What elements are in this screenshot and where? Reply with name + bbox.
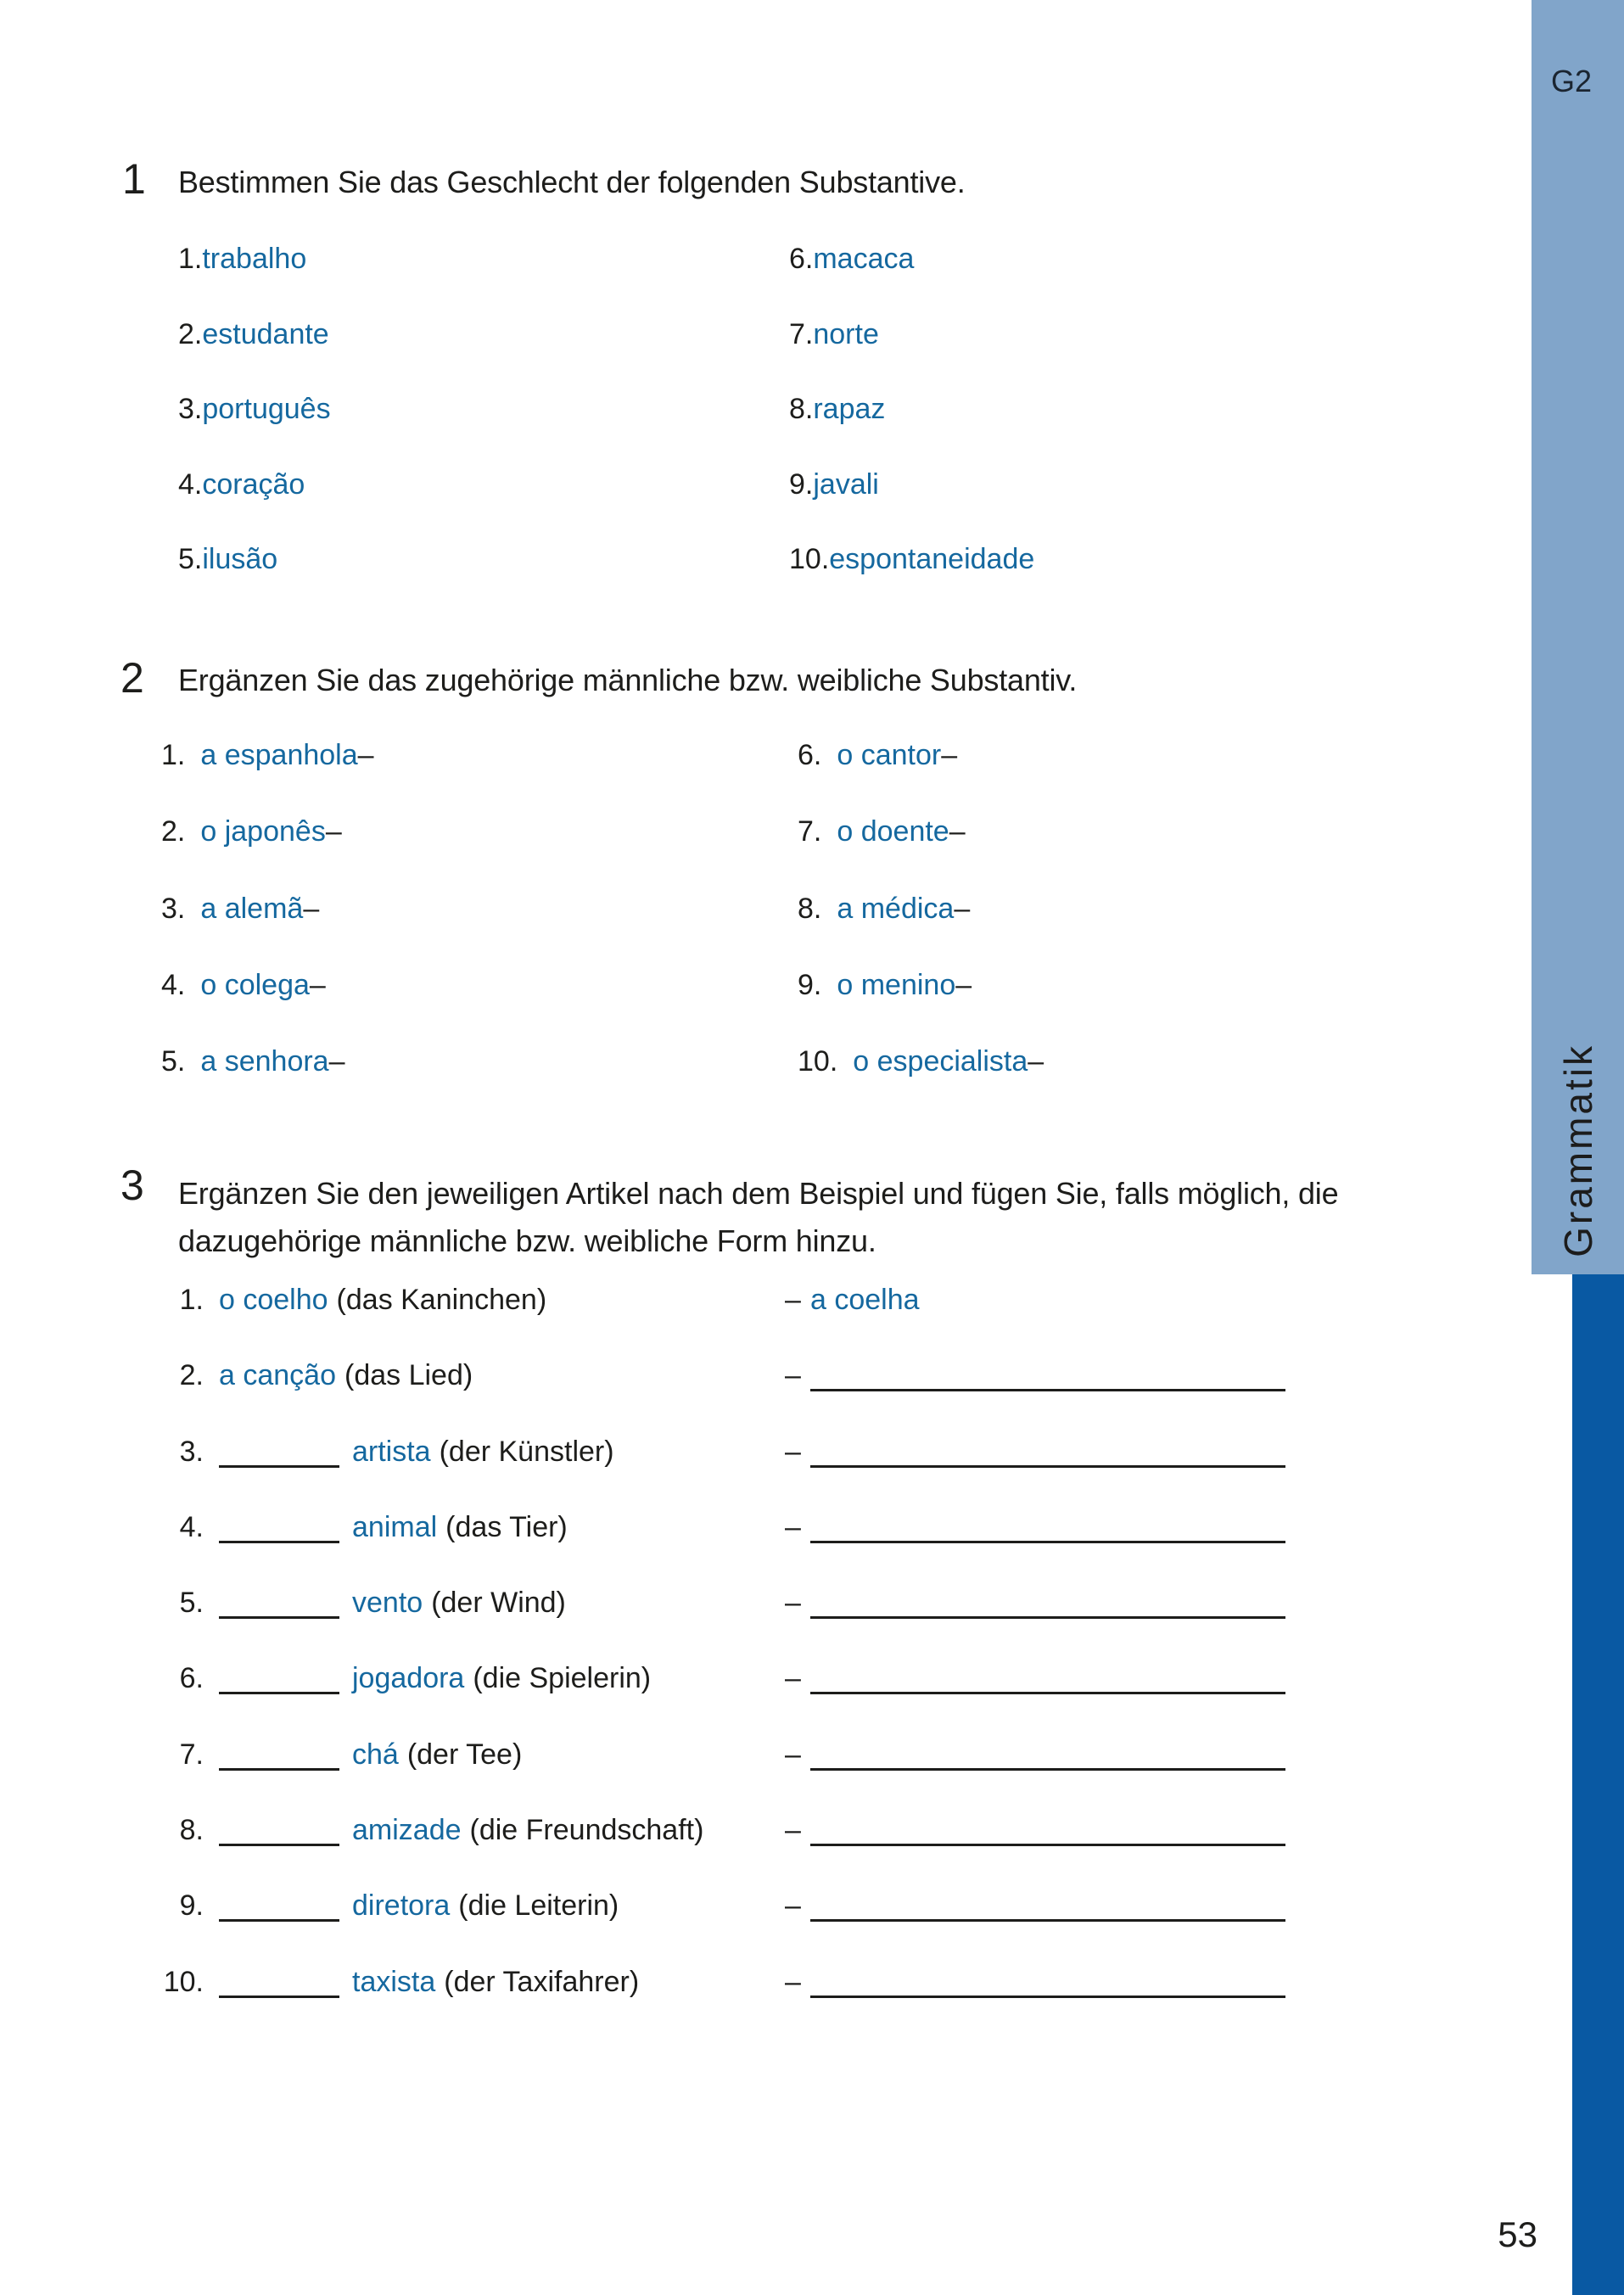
portuguese-word: o doente (837, 815, 949, 848)
item-number: 9. (789, 467, 814, 501)
item-number: 4. (178, 467, 203, 501)
item-row (178, 466, 331, 541)
german-translation: (das Kaninchen) (336, 1284, 547, 1316)
item-row (789, 316, 1034, 391)
portuguese-word: amizade (352, 1814, 462, 1847)
dash: – (785, 1662, 801, 1695)
item-number: 2. (178, 317, 203, 350)
answer-blank (810, 1996, 1285, 1998)
german-translation: (der Tee) (406, 1738, 523, 1771)
item-number: 10. (798, 1045, 838, 1078)
item-number: 7. (798, 815, 822, 848)
exercise-2-column-left (161, 736, 374, 1119)
grammatik-vertical-label-text: Grammatik (1555, 1044, 1600, 1257)
item-row (789, 390, 1034, 466)
item-row (161, 1433, 1285, 1509)
item-row (161, 813, 374, 889)
item-row (161, 890, 374, 966)
item-number: 6. (798, 739, 822, 771)
answer-blank (810, 1465, 1285, 1468)
article-blank (219, 1768, 339, 1771)
item-row (798, 1043, 1044, 1119)
portuguese-word: o cantor (837, 739, 942, 771)
item-number: 8. (179, 1814, 204, 1847)
dash: – (309, 968, 326, 1001)
item-content (219, 1433, 785, 1470)
portuguese-word: o menino (837, 968, 956, 1001)
item-row (789, 540, 1034, 616)
dash: – (785, 1889, 801, 1923)
item-row (161, 1043, 374, 1119)
item-row (161, 736, 374, 813)
article-blank (219, 1919, 339, 1922)
exercise-2-instruction: Ergänzen Sie das zugehörige männliche bzw. weibliche Substantiv. (178, 663, 1078, 697)
item-row (161, 1660, 1285, 1735)
dash: – (785, 1814, 801, 1847)
portuguese-word: diretora (352, 1889, 451, 1923)
item-content (219, 1660, 785, 1697)
item-row (161, 966, 374, 1043)
german-translation: (die Leiterin) (458, 1889, 619, 1923)
exercise-2-column-right (798, 736, 1044, 1119)
item-row (178, 316, 331, 391)
portuguese-word: o colega (200, 968, 310, 1001)
article-blank (219, 1465, 339, 1468)
item-number: 4. (179, 1510, 204, 1543)
item-row (798, 813, 1044, 889)
item-number: 10. (789, 543, 830, 575)
answer-blank (810, 1844, 1285, 1846)
item-number: 5. (178, 543, 203, 575)
item-number: 1. (179, 1284, 204, 1316)
portuguese-word: português (202, 393, 331, 425)
page-number: 53 (1498, 2214, 1537, 2254)
item-row (798, 736, 1044, 813)
item-number: 5. (179, 1587, 204, 1620)
dash: – (949, 815, 966, 848)
dash: – (785, 1510, 801, 1543)
answer-blank (810, 1919, 1285, 1922)
grammatik-vertical-label (1532, 1037, 1624, 1264)
item-row (161, 1281, 1285, 1357)
item-row (178, 240, 331, 316)
german-translation: (der Künstler) (439, 1435, 614, 1468)
exercise-3-number: 3 (120, 1161, 144, 1209)
portuguese-word: a espanhola (200, 739, 358, 771)
article-blank (219, 1541, 339, 1543)
item-number: 7. (789, 317, 814, 350)
item-row (161, 1357, 1285, 1432)
german-translation: (der Wind) (431, 1587, 566, 1620)
item-number: 4. (161, 968, 186, 1001)
dash: – (955, 968, 972, 1001)
article-blank (219, 1616, 339, 1619)
portuguese-word: a senhora (200, 1045, 329, 1078)
item-content (219, 1584, 785, 1621)
item-number: 9. (179, 1889, 204, 1923)
portuguese-word: espontaneidade (829, 543, 1035, 575)
portuguese-word: o especialista (853, 1045, 1028, 1078)
exercise-1-column-right (789, 240, 1034, 616)
item-number: 3. (178, 393, 203, 425)
item-row (789, 240, 1034, 316)
german-translation: (der Taxifahrer) (444, 1965, 640, 1998)
item-number: 10. (163, 1965, 204, 1998)
item-row (161, 1963, 1285, 2039)
item-number: 1. (161, 739, 186, 771)
portuguese-word: trabalho (202, 243, 307, 275)
item-row (178, 390, 331, 466)
dash: – (785, 1738, 801, 1771)
item-row (798, 890, 1044, 966)
dark-blue-edge-bar (1572, 1274, 1624, 2295)
item-row (178, 540, 331, 616)
item-number: 8. (789, 393, 814, 425)
portuguese-word: chá (352, 1738, 399, 1771)
dash: – (785, 1284, 801, 1316)
item-number: 7. (179, 1738, 204, 1771)
answer-blank (810, 1768, 1285, 1771)
item-row (798, 966, 1044, 1043)
item-content (219, 1811, 785, 1849)
portuguese-word: o coelho (219, 1284, 328, 1316)
dash: – (785, 1435, 801, 1468)
item-number: 6. (789, 243, 814, 275)
dash: – (325, 815, 342, 848)
german-translation: (das Tier) (445, 1510, 568, 1543)
dash: – (357, 739, 374, 771)
portuguese-word: a médica (837, 892, 955, 925)
exercise-3-instruction (178, 1170, 1502, 1265)
item-number: 2. (179, 1359, 204, 1392)
item-row (161, 1584, 1285, 1660)
item-content (219, 1887, 785, 1924)
item-row (161, 1509, 1285, 1584)
item-number: 6. (179, 1662, 204, 1695)
item-row (161, 1736, 1285, 1811)
portuguese-word: o japonês (200, 815, 326, 848)
section-tab-label: G2 (1550, 64, 1593, 98)
dash: – (954, 892, 971, 925)
portuguese-word: coração (202, 467, 305, 501)
item-row (161, 1887, 1285, 1962)
exercise-3-items (161, 1281, 1285, 2039)
item-number: 2. (161, 815, 186, 848)
portuguese-word: animal (352, 1510, 438, 1543)
portuguese-word: jogadora (352, 1662, 465, 1695)
exercise-1-instruction: Bestimmen Sie das Geschlecht der folgenden Substantive. (178, 165, 966, 199)
portuguese-word: macaca (813, 243, 915, 275)
item-number: 1. (178, 243, 203, 275)
dash: – (303, 892, 320, 925)
exercise-3-instruction-line1: Ergänzen Sie den jeweiligen Artikel nach dem Beispiel und fügen Sie, falls möglich, die (178, 1176, 1339, 1211)
german-translation: (die Freundschaft) (469, 1814, 704, 1847)
exercise-3-instruction-line2: dazugehörige männliche bzw. weibliche Form hinzu. (178, 1223, 876, 1258)
german-translation: (das Lied) (344, 1359, 473, 1392)
item-number: 5. (161, 1045, 186, 1078)
item-row (161, 1811, 1285, 1887)
article-blank (219, 1692, 339, 1694)
item-content (219, 1509, 785, 1546)
portuguese-word: estudante (202, 317, 329, 350)
item-content (219, 1963, 785, 2001)
portuguese-word: ilusão (202, 543, 278, 575)
dash: – (785, 1965, 801, 1998)
item-number: 9. (798, 968, 822, 1001)
answer-blank (810, 1389, 1285, 1391)
article-blank (219, 1996, 339, 1998)
dash: – (785, 1587, 801, 1620)
answer-blank (810, 1692, 1285, 1694)
portuguese-word: javali (813, 467, 879, 501)
exercise-2-number: 2 (120, 654, 144, 702)
item-number: 3. (179, 1435, 204, 1468)
article-blank (219, 1844, 339, 1846)
item-content (219, 1357, 785, 1394)
german-translation: (die Spielerin) (473, 1662, 652, 1695)
dash: – (1028, 1045, 1044, 1078)
dash: – (328, 1045, 345, 1078)
item-row (789, 466, 1034, 541)
portuguese-word: a canção (219, 1359, 336, 1392)
portuguese-word: norte (813, 317, 879, 350)
item-content (219, 1736, 785, 1773)
item-content (219, 1281, 785, 1318)
portuguese-word: rapaz (813, 393, 886, 425)
portuguese-word: taxista (352, 1965, 436, 1998)
exercise-1-column-left (178, 240, 331, 616)
item-number: 8. (798, 892, 822, 925)
exercise-1-number: 1 (122, 155, 146, 203)
example-answer: a coelha (810, 1284, 920, 1316)
item-number: 3. (161, 892, 186, 925)
answer-blank (810, 1541, 1285, 1543)
portuguese-word: a alemã (200, 892, 304, 925)
dash: – (785, 1359, 801, 1392)
portuguese-word: artista (352, 1435, 431, 1468)
dash: – (941, 739, 958, 771)
portuguese-word: vento (352, 1587, 423, 1620)
answer-blank (810, 1616, 1285, 1619)
